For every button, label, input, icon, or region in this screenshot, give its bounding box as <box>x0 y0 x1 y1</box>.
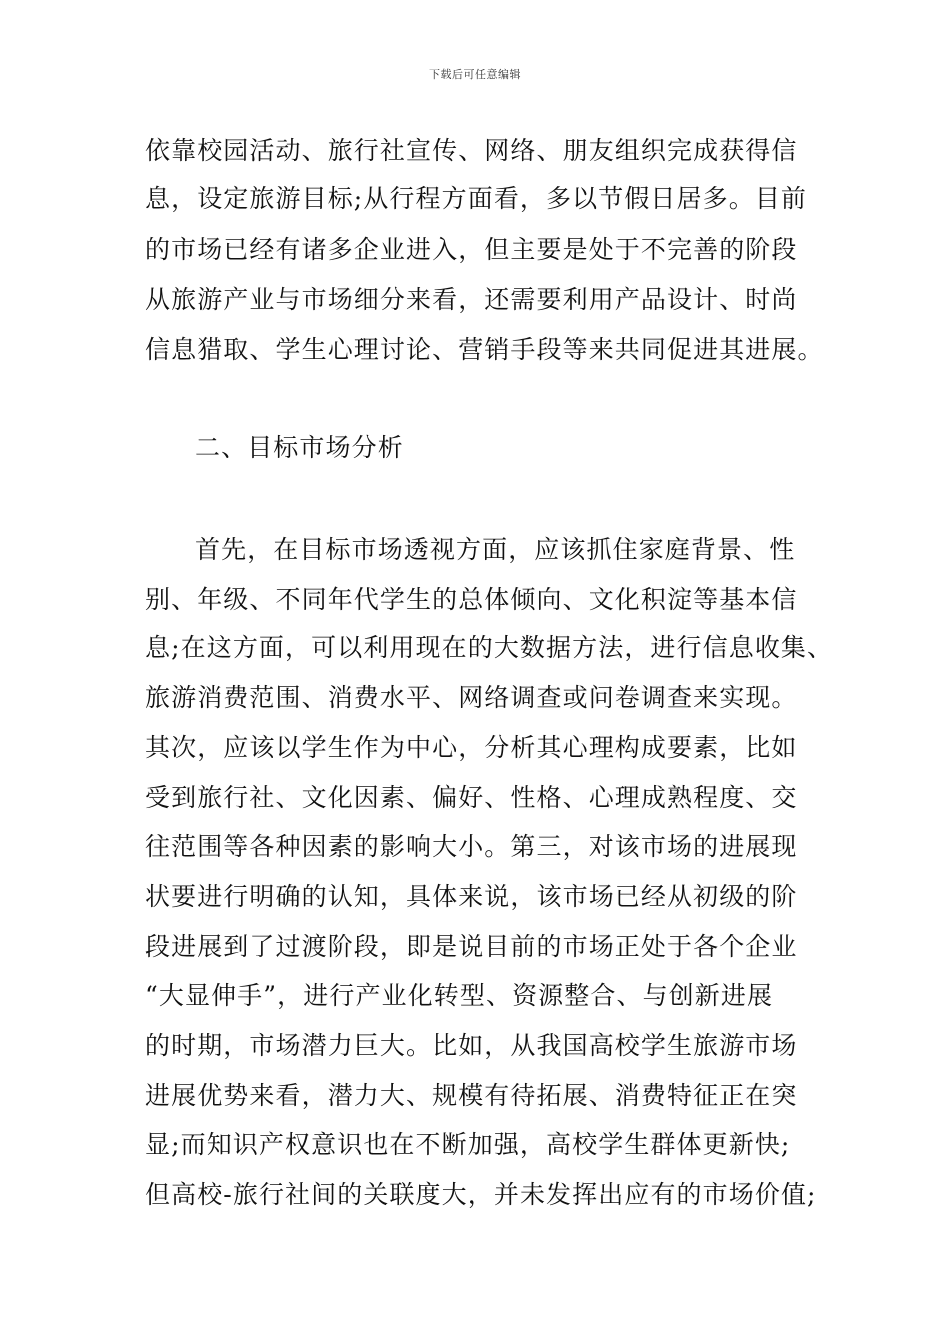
paragraph-line: 依靠校园活动、旅行社宣传、网络、朋友组织完成获得信 <box>145 136 798 165</box>
paragraph-line: 的时期，市场潜力巨大。比如，从我国高校学生旅游市场 <box>145 1031 798 1060</box>
paragraph-line: 首先，在目标市场透视方面，应该抓住家庭背景、性 <box>195 535 796 564</box>
paragraph-line: 从旅游产业与市场细分来看，还需要利用产品设计、时尚 <box>145 285 798 314</box>
paragraph-line: 往范围等各种因素的影响大小。第三，对该市场的进展现 <box>145 832 798 861</box>
paragraph-line: 其次，应该以学生作为中心，分析其心理构成要素，比如 <box>145 733 798 762</box>
section-heading: 二、目标市场分析 <box>195 433 404 462</box>
paragraph-line: 息，设定旅游目标;从行程方面看，多以节假日居多。目前 <box>145 184 808 213</box>
paragraph-line: 进展优势来看，潜力大、规模有待拓展、消费特征正在突 <box>145 1081 798 1110</box>
paragraph-line: “大显伸手”，进行产业化转型、资源整合、与创新进展 <box>145 981 774 1010</box>
paragraph-line: 的市场已经有诸多企业进入，但主要是处于不完善的阶段 <box>145 235 798 264</box>
paragraph-line: 别、年级、不同年代学生的总体倾向、文化积淀等基本信 <box>145 585 798 614</box>
paragraph-line: 状要进行明确的认知，具体来说，该市场已经从初级的阶 <box>145 882 798 911</box>
paragraph-line: 旅游消费范围、消费水平、网络调查或问卷调查来实现。 <box>145 683 798 712</box>
paragraph-line: 显;而知识产权意识也在不断加强，高校学生群体更新快; <box>145 1130 791 1159</box>
paragraph-line: 信息猎取、学生心理讨论、营销手段等来共同促进其进展。 <box>145 335 824 364</box>
paragraph-line: 受到旅行社、文化因素、偏好、性格、心理成熟程度、交 <box>145 783 798 812</box>
paragraph-line: 段进展到了过渡阶段，即是说目前的市场正处于各个企业 <box>145 932 798 961</box>
paragraph-line: 但高校-旅行社间的关联度大，并未发挥出应有的市场价值; <box>145 1180 817 1209</box>
paragraph-line: 息;在这方面，可以利用现在的大数据方法，进行信息收集、 <box>145 633 834 662</box>
page-header: 下载后可任意编辑 <box>429 68 521 81</box>
